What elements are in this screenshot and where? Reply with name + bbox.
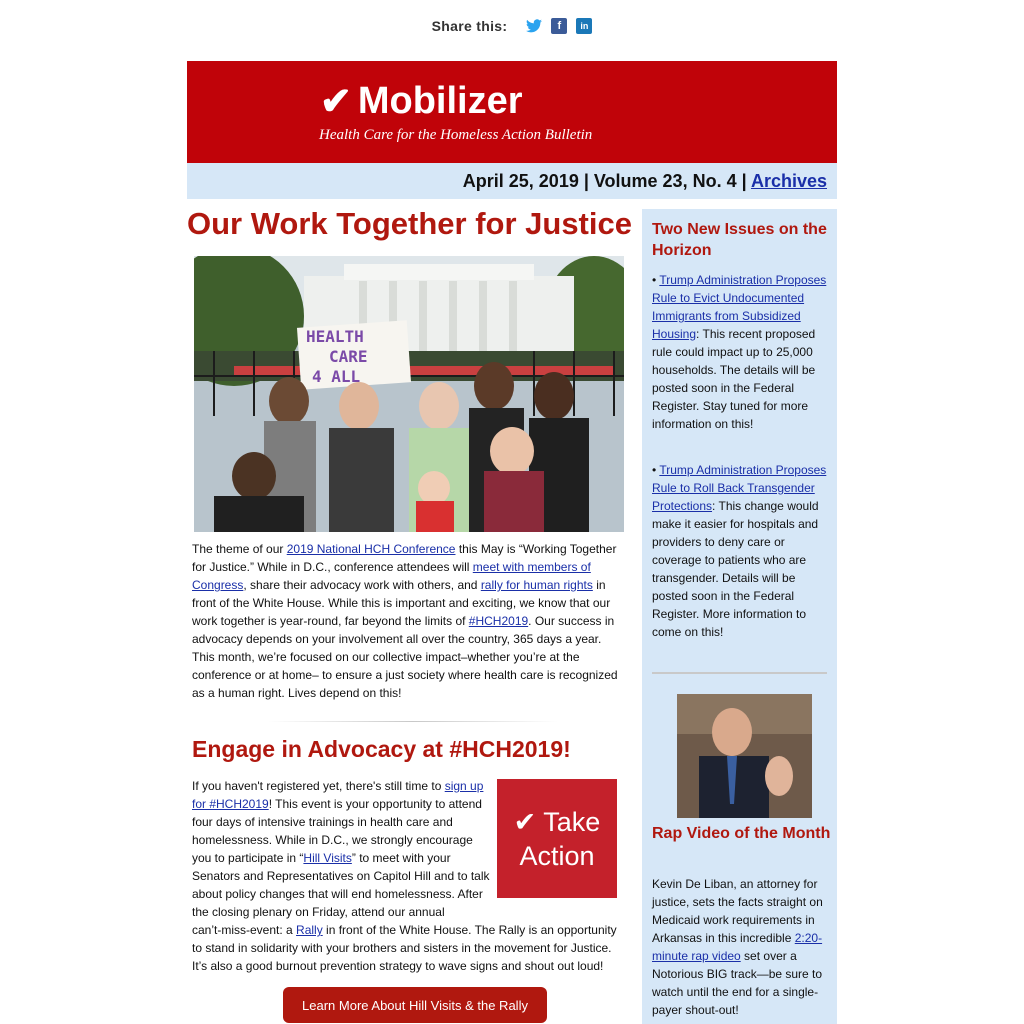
text: ! This event is your opportunity to attend four days of intensive trainings in health care and homelessness. While in D.C., we strongly encourage you to participate in “ — [192, 797, 482, 865]
sidebar-item-evict-rule — [652, 271, 830, 433]
text: in front of the White House. While this is important and exciting, we know that our work together is year-round, far beyond the limits of — [192, 578, 611, 628]
text: in front of the White House. The Rally is an opportunity to stand in solidarity with your brothers and sisters in the movement for Justice. It’s also a good burnout prevention strategy to wave signs and shout out loud! — [192, 923, 617, 973]
text: ” to meet with your Senators and Representatives on Capitol Hill and to talk about policy changes that will end homelessness. After the closing plenary on Friday, attend our annual — [192, 851, 490, 919]
logo-text: Mobilizer — [357, 80, 523, 122]
text: : This change would make it easier for hospitals and providers to deny care or coverage to patients who are transgender. Details will be posted soon in the Federal Register. More information to come on this! — [652, 499, 819, 639]
text: , share their advocacy work with others, and — [243, 578, 481, 592]
text: set over a Notorious BIG track—be sure to watch until the end for a single-payer shout-out! — [652, 949, 823, 1017]
linkedin-icon[interactable]: in — [576, 18, 592, 34]
transgender-rule-link[interactable]: Trump Administration Proposes Rule to Roll Back Transgender Protections — [652, 463, 827, 513]
text: this May is “Working Together for Justice.” While in D.C., conference attendees will — [192, 542, 617, 574]
rap-video-thumbnail[interactable] — [677, 694, 812, 818]
text: : This recent proposed rule could impact up to 25,000 households. The details will be posted soon in the Federal Register. Stay tuned for more information on this! — [652, 327, 816, 431]
hill-visits-link[interactable]: Hill Visits — [303, 851, 352, 865]
facebook-icon[interactable]: f — [551, 18, 567, 34]
dateline-bar — [187, 163, 837, 199]
sign-line1: HEALTH — [306, 327, 364, 346]
text: The theme of our — [192, 542, 287, 556]
take-action-line1: ✔ Take — [513, 806, 601, 837]
archives-link[interactable]: Archives — [750, 171, 827, 191]
sidebar-title-issues: Two New Issues on the Horizon — [652, 221, 827, 259]
section2-title: Engage in Advocacy at #HCH2019! — [192, 736, 571, 762]
sidebar-divider — [652, 672, 827, 674]
bullet: • — [652, 463, 660, 477]
sign-line3: 4 ALL — [312, 367, 361, 386]
header-banner — [187, 61, 837, 163]
issue-date: April 25, 2019 | Volume 23, No. 4 | — [462, 171, 751, 191]
share-label: Share this: — [431, 18, 508, 34]
mobilizer-logo — [320, 79, 523, 124]
learn-more-button[interactable]: Learn More About Hill Visits & the Rally — [283, 987, 547, 1023]
text: Kevin De Liban, an attorney for justice, sets the facts straight on Medicaid work requirements in Arkansas in this incredible — [652, 877, 823, 945]
rap-video-description — [652, 875, 830, 1019]
rally-photo-illustration — [194, 256, 624, 532]
take-action-button[interactable] — [497, 779, 617, 898]
sign-up-link[interactable]: sign up for #HCH2019 — [192, 779, 484, 811]
main-title: Our Work Together for Justice — [187, 206, 632, 241]
twitter-icon[interactable] — [526, 18, 542, 34]
section-divider — [268, 721, 558, 722]
hch2019-hashtag-link[interactable]: #HCH2019 — [468, 614, 529, 628]
text: . Our success in advocacy depends on your involvement all over the country, 365 days a year. This month, we’re focused on our collective impact–whether you’re at the conference or at home– to ensure a just society where health care is recognized as a human right. Lives depend on this! — [192, 614, 618, 700]
sidebar — [642, 209, 837, 1024]
rally-photo — [194, 256, 624, 532]
bullet: • — [652, 273, 660, 287]
advocacy-paragraph — [192, 777, 492, 921]
advocacy-paragraph-continued — [192, 921, 626, 975]
meet-congress-link[interactable]: meet with members of Congress — [192, 560, 591, 592]
sidebar-item-transgender-rule — [652, 461, 830, 641]
share-bar — [0, 18, 1024, 42]
video-thumbnail-illustration — [677, 694, 812, 818]
issue-info — [463, 171, 827, 192]
evict-rule-link[interactable]: Trump Administration Proposes Rule to Evict Undocumented Immigrants from Subsidized Housing — [652, 273, 827, 341]
text: can’t-miss-event: a — [192, 923, 297, 937]
sidebar-title-rap-video: Rap Video of the Month — [652, 825, 831, 842]
intro-paragraph — [192, 540, 626, 702]
sign-line2: CARE — [329, 347, 368, 366]
rally-human-rights-link[interactable]: rally for human rights — [480, 578, 593, 592]
rally-link[interactable]: Rally — [296, 923, 323, 937]
take-action-line2: Action — [519, 840, 595, 871]
text: If you haven't registered yet, there's still time to — [192, 779, 445, 793]
check-icon: ✔ — [320, 81, 352, 123]
rap-video-link[interactable]: 2:20-minute rap video — [652, 931, 823, 963]
tagline: Health Care for the Homeless Action Bulletin — [319, 127, 593, 143]
conference-link[interactable]: 2019 National HCH Conference — [286, 542, 456, 556]
